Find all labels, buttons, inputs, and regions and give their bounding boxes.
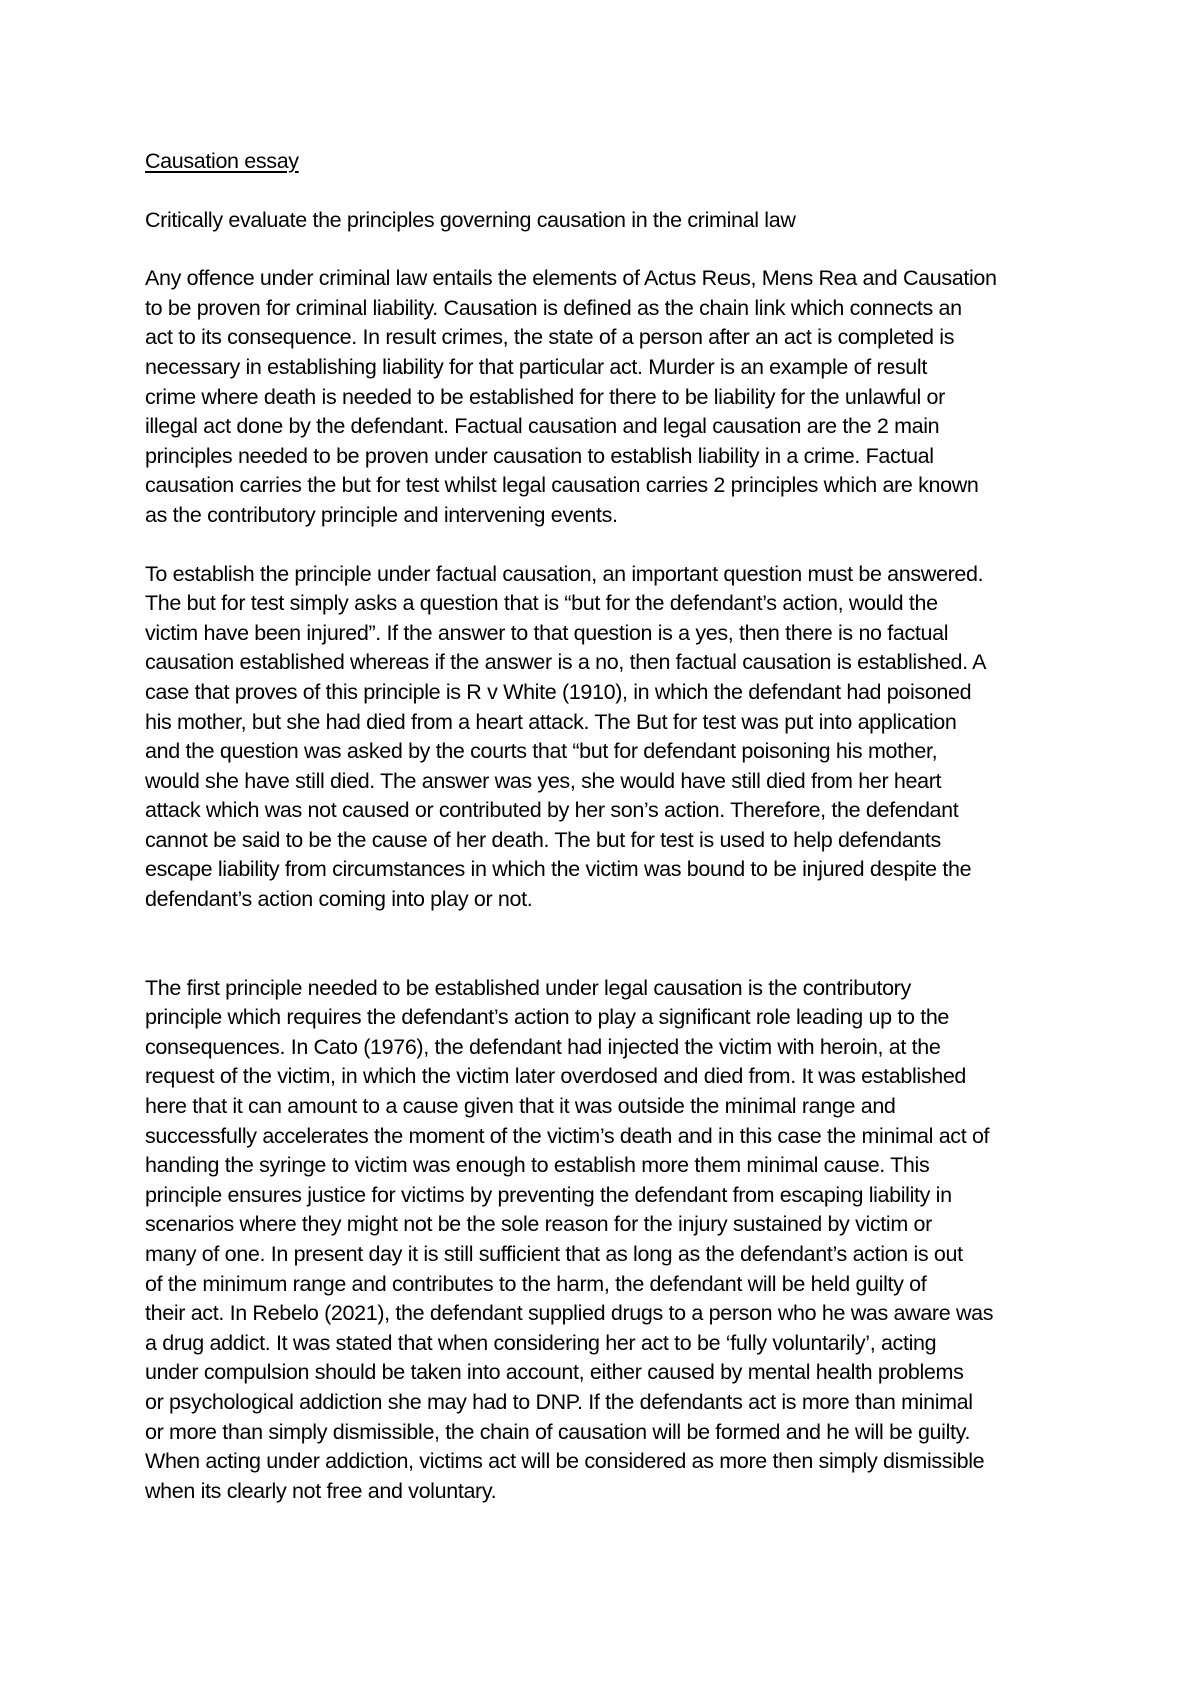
paragraph-line: attack which was not caused or contributed by her son’s action. Therefore, the defendant	[145, 798, 959, 823]
paragraph-line: causation established whereas if the answer is a no, then factual causation is established. A	[145, 650, 987, 675]
paragraph-line: cannot be said to be the cause of her death. The but for test is used to help defendants	[145, 827, 941, 852]
paragraph-line: to be proven for criminal liability. Causation is defined as the chain link which connects an	[145, 295, 962, 320]
paragraph-line: their act. In Rebelo (2021), the defendant supplied drugs to a person who he was aware was	[145, 1301, 994, 1326]
paragraph-line: as the contributory principle and intervening events.	[145, 502, 618, 527]
paragraph-line: a drug addict. It was stated that when considering her act to be ‘fully voluntarily’, acting	[145, 1330, 937, 1355]
paragraph-line: and the question was asked by the courts that “but for defendant poisoning his mother,	[145, 739, 938, 764]
paragraph-introduction	[145, 264, 1065, 530]
paragraph-line: case that proves of this principle is R v White (1910), in which the defendant had poisoned	[145, 679, 972, 704]
paragraph-line: of the minimum range and contributes to the harm, the defendant will be held guilty of	[145, 1271, 927, 1296]
paragraph-legal-causation	[145, 974, 1065, 1507]
paragraph-line: when its clearly not free and voluntary.	[145, 1478, 497, 1503]
paragraph-line: causation carries the but for test whilst legal causation carries 2 principles which are known	[145, 473, 979, 498]
paragraph-line: scenarios where they might not be the sole reason for the injury sustained by victim or	[145, 1212, 932, 1237]
paragraph-line: To establish the principle under factual causation, an important question must be answered.	[145, 561, 984, 586]
paragraph-line: request of the victim, in which the victim later overdosed and died from. It was established	[145, 1064, 967, 1089]
document-title: Causation essay	[145, 149, 299, 173]
paragraph-line: principle which requires the defendant’s action to play a significant role leading up to the	[145, 1005, 950, 1030]
paragraph-line: would she have still died. The answer was yes, she would have still died from her heart	[145, 768, 942, 793]
paragraph-line: act to its consequence. In result crimes, the state of a person after an act is completed is	[145, 325, 955, 350]
paragraph-line: crime where death is needed to be established for there to be liability for the unlawful or	[145, 384, 945, 409]
paragraph-line: principles needed to be proven under causation to establish liability in a crime. Factual	[145, 443, 934, 468]
paragraph-line: consequences. In Cato (1976), the defendant had injected the victim with heroin, at the	[145, 1034, 941, 1059]
paragraph-line: victim have been injured”. If the answer to that question is a yes, then there is no factual	[145, 620, 949, 645]
paragraph-line: The but for test simply asks a question that is “but for the defendant’s action, would the	[145, 591, 938, 616]
paragraph-line: escape liability from circumstances in which the victim was bound to be injured despite the	[145, 857, 972, 882]
paragraph-line: Any offence under criminal law entails the elements of Actus Reus, Mens Rea and Causation	[145, 266, 997, 291]
paragraph-line: illegal act done by the defendant. Factual causation and legal causation are the 2 main	[145, 414, 940, 439]
paragraph-line: many of one. In present day it is still sufficient that as long as the defendant’s action is out	[145, 1242, 963, 1266]
document-body	[145, 147, 1065, 1506]
paragraph-line: his mother, but she had died from a heart attack. The But for test was put into application	[145, 709, 957, 734]
paragraph-line: successfully accelerates the moment of the victim’s death and in this case the minimal act of	[145, 1123, 990, 1148]
paragraph-factual-causation	[145, 560, 1065, 915]
paragraph-line: here that it can amount to a cause given that it was outside the minimal range and	[145, 1094, 896, 1119]
paragraph-line: or psychological addiction she may had to DNP. If the defendants act is more than minimal	[145, 1389, 973, 1414]
paragraph-line: principle ensures justice for victims by preventing the defendant from escaping liability in	[145, 1182, 952, 1207]
paragraph-line: under compulsion should be taken into account, either caused by mental health problems	[145, 1360, 964, 1385]
essay-question: Critically evaluate the principles governing causation in the criminal law	[145, 207, 796, 232]
paragraph-line: handing the syringe to victim was enough to establish more them minimal cause. This	[145, 1153, 930, 1178]
paragraph-line: or more than simply dismissible, the chain of causation will be formed and he will be guilty.	[145, 1419, 971, 1444]
paragraph-line: defendant’s action coming into play or not.	[145, 887, 533, 912]
paragraph-line: When acting under addiction, victims act will be considered as more then simply dismissible	[145, 1449, 985, 1474]
paragraph-line: The first principle needed to be established under legal causation is the contributory	[145, 975, 911, 1000]
paragraph-line: necessary in establishing liability for that particular act. Murder is an example of result	[145, 354, 927, 379]
